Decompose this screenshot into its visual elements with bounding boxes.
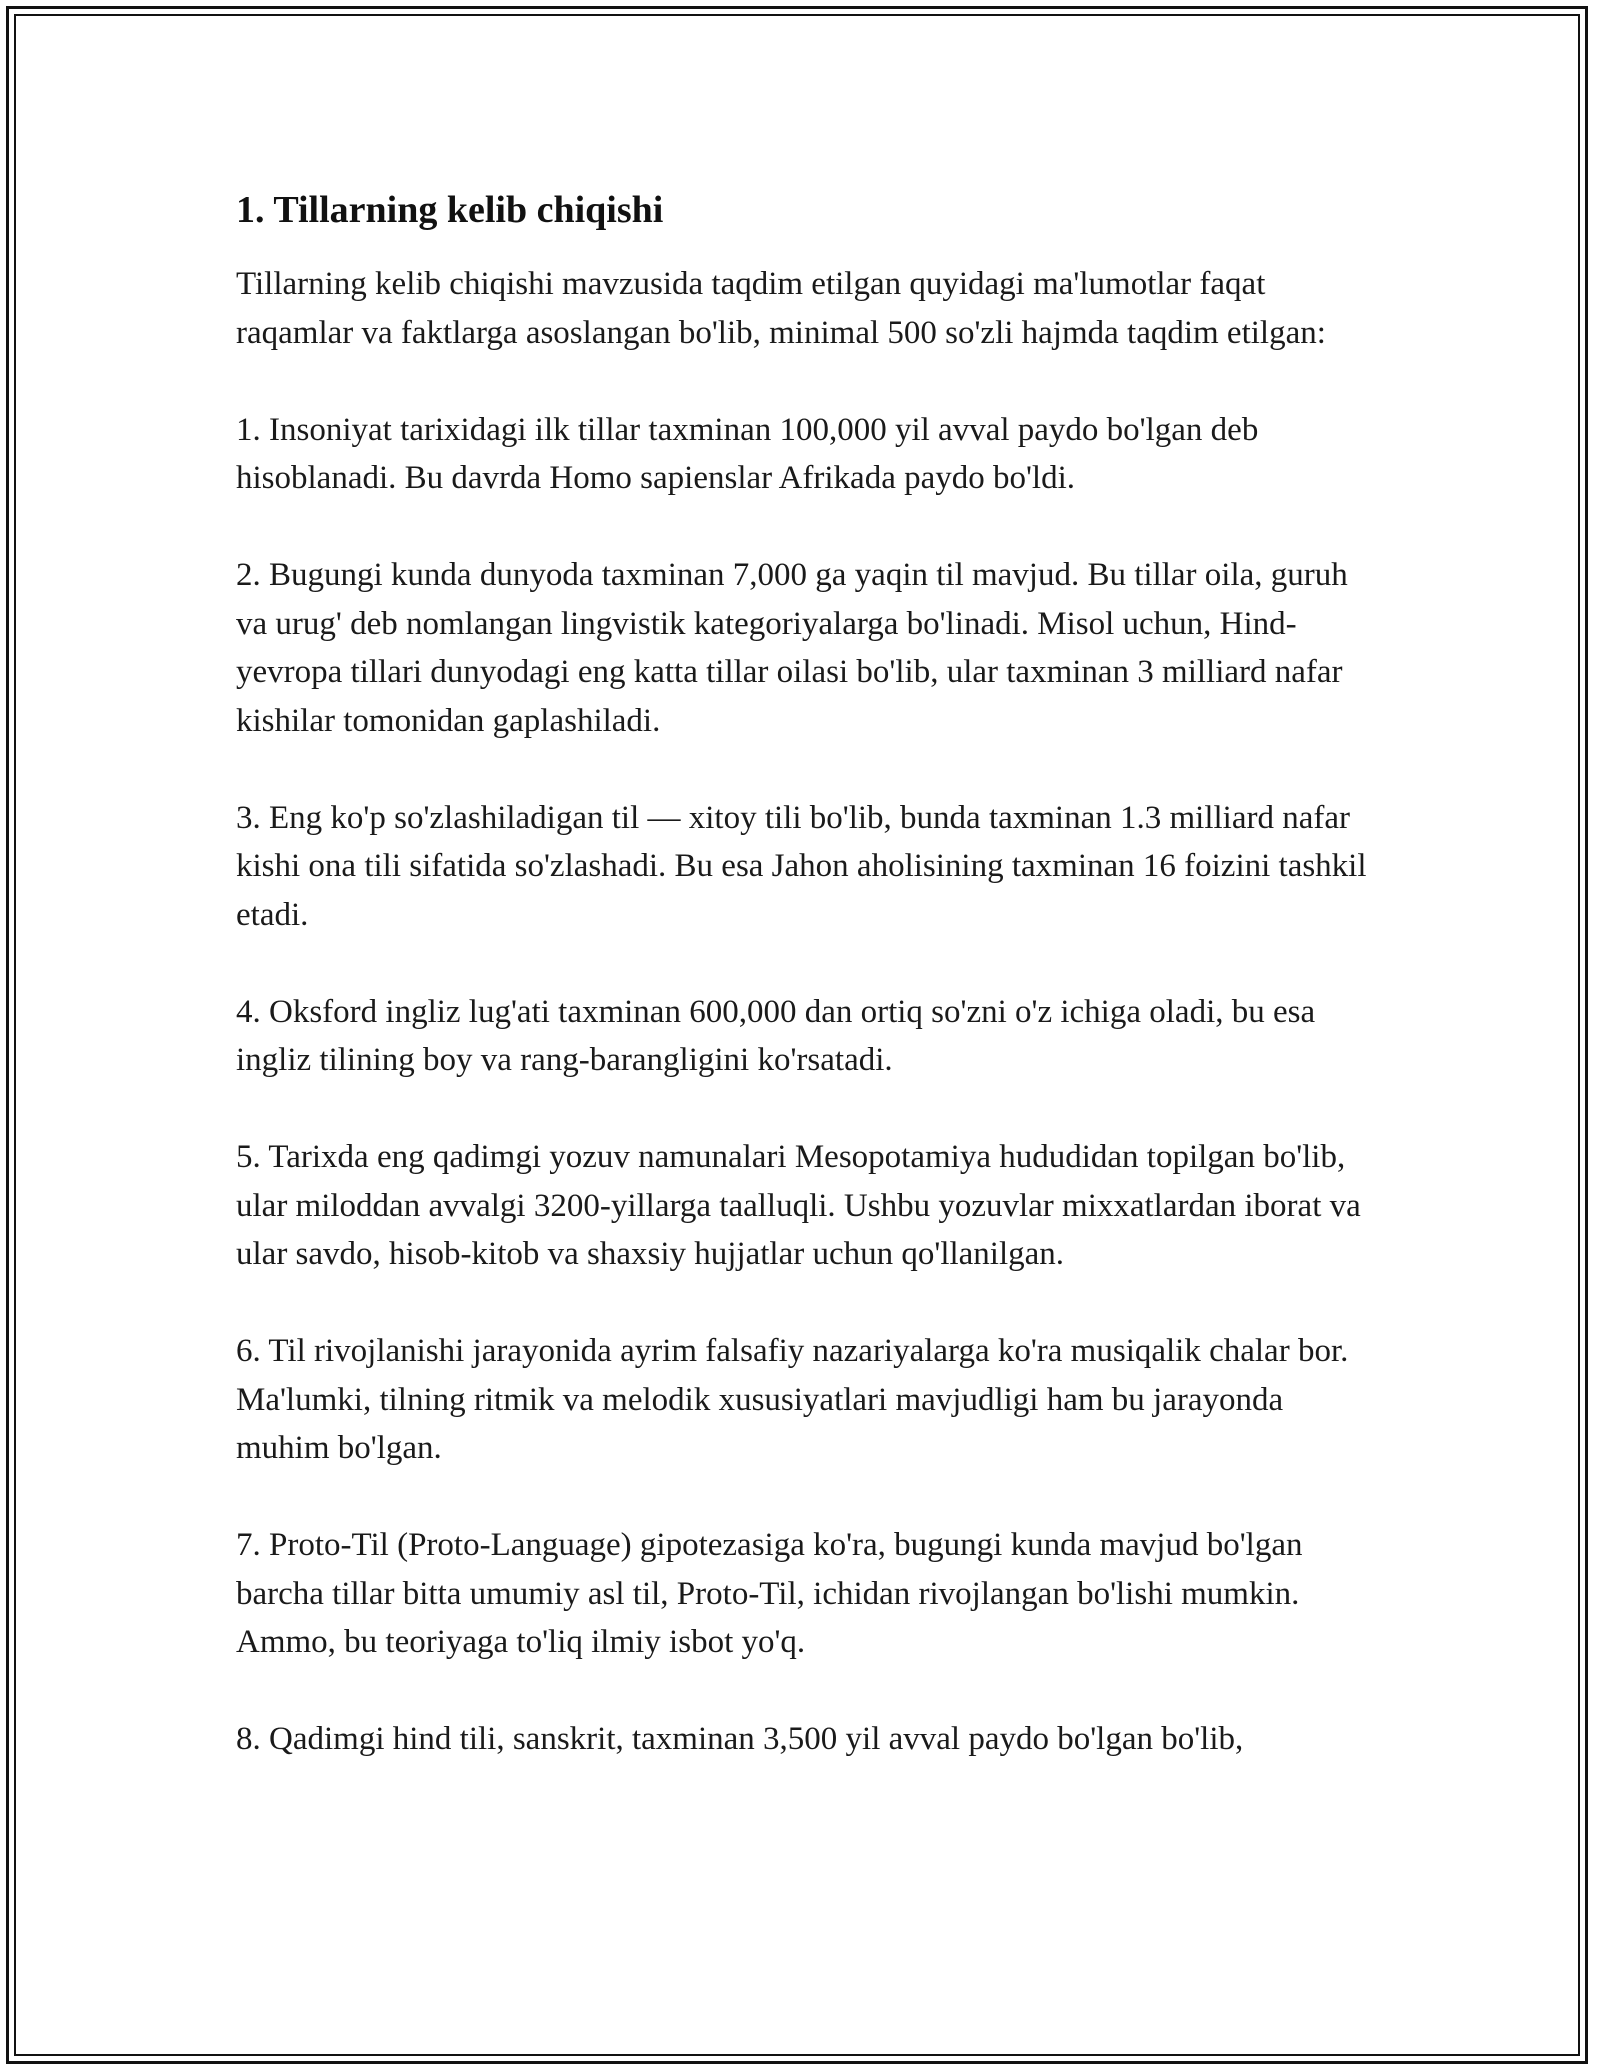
section-heading: 1. Tillarning kelib chiqishi bbox=[236, 189, 664, 231]
document-body bbox=[236, 186, 1376, 1812]
intro-paragraph: Tillarning kelib chiqishi mavzusida taqdim etilgan quyidagi ma'lumotlar faqat raqamlar va faktlarga asoslangan bo'lib, minimal 500 so'zli hajmda taqdim etilgan: bbox=[236, 266, 1326, 351]
list-item-8: 8. Qadimgi hind tili, sanskrit, taxminan 3,500 yil avval paydo bo'lgan bo'lib, bbox=[236, 1721, 1244, 1757]
list-item-7: 7. Proto-Til (Proto-Language) gipotezasiga ko'ra, bugungi kunda mavjud bo'lgan barcha tillar bitta umumiy asl til, Proto-Til, ichidan rivojlangan bo'lishi mumkin. Ammo, bu teoriyaga to'liq ilmiy isbot yo'q. bbox=[236, 1527, 1303, 1660]
list-item-2: 2. Bugungi kunda dunyoda taxminan 7,000 ga yaqin til mavjud. Bu tillar oila, guruh va urug' deb nomlangan lingvistik kategoriyalarga bo'linadi. Misol uchun, Hind-yevropa tillari dunyodagi eng katta tillar oilasi bo'lib, ular taxminan 3 milliard nafar kishilar tomonidan gaplashiladi. bbox=[236, 557, 1348, 739]
list-item-5: 5. Tarixda eng qadimgi yozuv namunalari Mesopotamiya hududidan topilgan bo'lib, ular miloddan avvalgi 3200-yillarga taalluqli. Ushbu yozuvlar mixxatlardan iborat va ular savdo, hisob-kitob va shaxsiy hujjatlar uchun qo'llanilgan. bbox=[236, 1139, 1361, 1272]
list-item-1: 1. Insoniyat tarixidagi ilk tillar taxminan 100,000 yil avval paydo bo'lgan deb hisoblanadi. Bu davrda Homo sapienslar Afrikada paydo bo'ldi. bbox=[236, 411, 1259, 496]
list-item-6: 6. Til rivojlanishi jarayonida ayrim falsafiy nazariyalarga ko'ra musiqalik chalar bor. Ma'lumki, tilning ritmik va melodik xususiyatlari mavjudligi ham bu jarayonda muhim bo'lgan. bbox=[236, 1333, 1349, 1466]
list-item-3: 3. Eng ko'p so'zlashiladigan til — xitoy tili bo'lib, bunda taxminan 1.3 milliard nafar kishi ona tili sifatida so'zlashadi. Bu esa Jahon aholisining taxminan 16 foizini tashkil etadi. bbox=[236, 799, 1367, 933]
list-item-4: 4. Oksford ingliz lug'ati taxminan 600,000 dan ortiq so'zni o'z ichiga oladi, bu esa ingliz tilining boy va rang-barangligini ko'rsatadi. bbox=[236, 993, 1316, 1078]
